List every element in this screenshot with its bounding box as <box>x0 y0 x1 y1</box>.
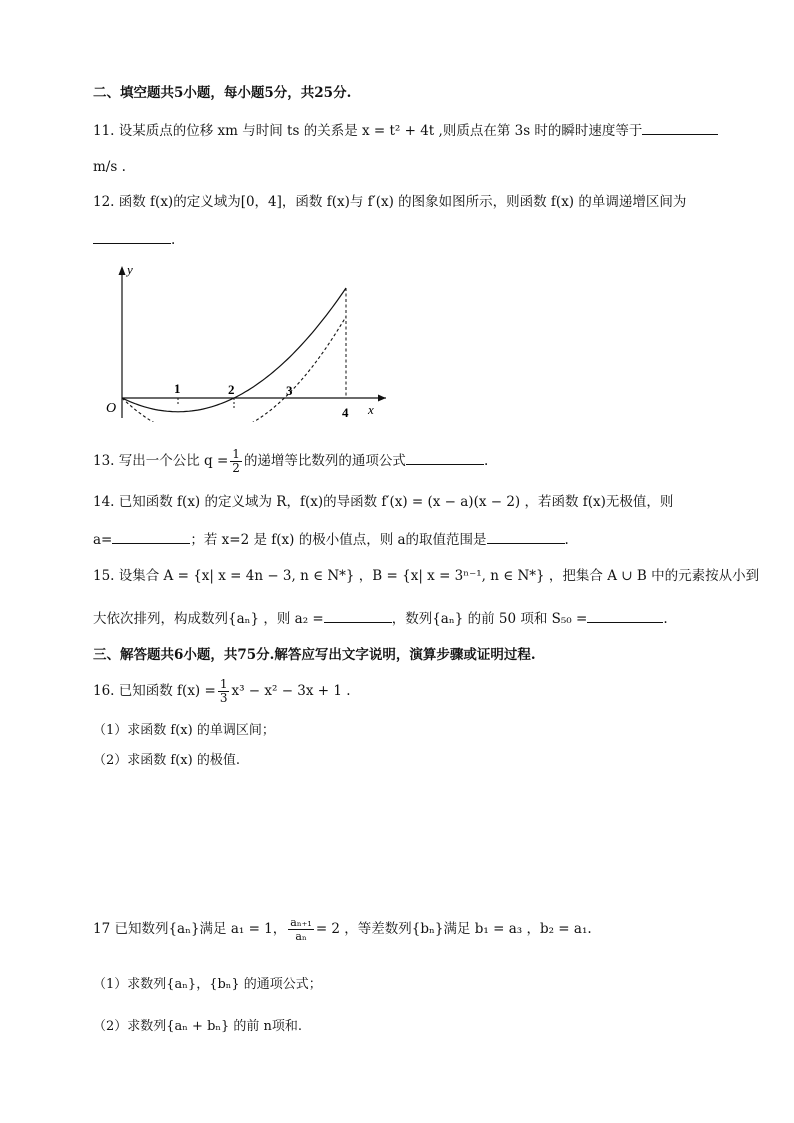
question-11-unit: m/s . <box>93 159 126 175</box>
question-13-suffix: 的递增等比数列的通项公式 <box>243 453 406 469</box>
y-axis-arrow-icon <box>119 266 126 275</box>
question-11 <box>93 120 718 141</box>
question-11-text: 11. 设某质点的位移 xm 与时间 ts 的关系是 x = t² + 4t ,则质点在第 3s 时的瞬时速度等于 <box>93 123 643 139</box>
question-14-blank-a[interactable] <box>112 529 190 544</box>
question-13-answer-blank[interactable] <box>406 450 484 465</box>
function-graph <box>100 262 390 422</box>
tick-label-3: 3 <box>286 383 293 398</box>
question-17-part-2: （2）求数列{aₙ + bₙ} 的前 n项和. <box>93 1019 303 1034</box>
section-2-heading: 二、填空题共5小题，每小题5分，共25分. <box>93 85 352 101</box>
y-axis-label: y <box>127 262 133 277</box>
one-third-fraction: $\frac{1}{3}$ <box>219 677 228 705</box>
question-15-blank-s50[interactable] <box>587 608 663 623</box>
question-15-blank-a2[interactable] <box>324 608 392 623</box>
tick-label-1: 1 <box>174 381 181 396</box>
question-12-answer-line: . <box>93 229 175 250</box>
question-12-answer-blank[interactable] <box>93 229 171 244</box>
question-17-part-1: （1）求数列{aₙ}，{bₙ} 的通项公式； <box>93 977 322 992</box>
question-16-part-1: （1）求函数 f(x) 的单调区间； <box>93 723 275 738</box>
question-17: 17 已知数列{aₙ}满足 a₁ = 1， $\frac{\text{aₙ₊₁}}{\text{aₙ}}$ = 2 ，等差数列{bₙ}满足 b₁ = a₃ ，b₂ = a₁. <box>93 916 592 943</box>
section-3-heading: 三、解答题共6小题，共75分.解答应写出文字说明，演算步骤或证明过程. <box>93 647 536 663</box>
x-axis-label: x <box>368 402 374 417</box>
question-15-text: 15. 设集合 A = {x| x = 4n − 3, n ∈ N*} ，B = {x| x = 3ⁿ⁻¹, n ∈ N*} ，把集合 A ∪ B 中的元素按从小到 <box>93 568 760 584</box>
question-13-prefix: 13. 写出一个公比 q = <box>93 453 229 469</box>
question-14-text: 14. 已知函数 f(x) 的定义域为 R，f(x)的导函数 f′(x) = (x − a)(x − 2) ，若函数 f(x)无极值，则 <box>93 494 674 510</box>
question-14-answer-line: a= ；若 x=2 是 f(x) 的极小值点，则 a的取值范围是 . <box>93 529 569 550</box>
question-16: 16. 已知函数 f(x) = $\frac{1}{3}$ x³ − x² − 3x + 1 . <box>93 677 351 705</box>
question-14-blank-range[interactable] <box>487 529 565 544</box>
origin-label: O <box>106 401 117 416</box>
question-16-part-2: （2）求函数 f(x) 的极值. <box>93 753 240 768</box>
question-15-answer-line: 大依次排列，构成数列{aₙ} ，则 a₂ = ，数列{aₙ} 的前 50 项和 S₅₀ = . <box>93 608 668 629</box>
ratio-fraction: $\frac{\text{aₙ₊₁}}{\text{aₙ}}$ <box>290 916 312 943</box>
question-12-text: 12. 函数 f(x)的定义域为[0，4]，函数 f(x)与 f′(x) 的图象如图所示，则函数 f(x) 的单调递增区间为 <box>93 194 687 210</box>
tick-label-4: 4 <box>342 405 349 420</box>
one-half-fraction: $\frac{1}{2}$ <box>232 447 240 475</box>
question-11-answer-blank[interactable] <box>642 120 718 135</box>
question-13: 13. 写出一个公比 q = $\frac{1}{2}$ 的递增等比数列的通项公式 . <box>93 447 489 475</box>
x-axis-arrow-icon <box>378 395 386 402</box>
tick-label-2: 2 <box>228 382 235 397</box>
